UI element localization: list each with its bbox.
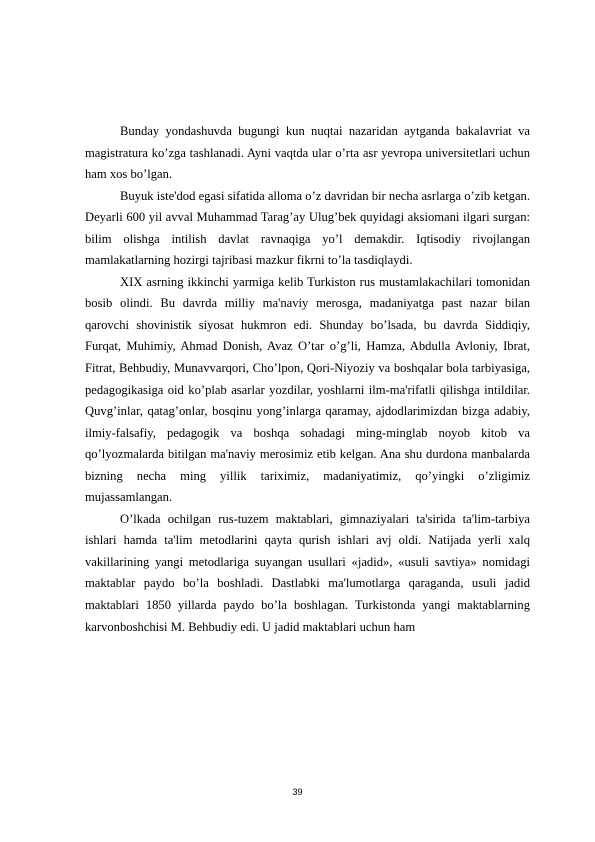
document-body xyxy=(85,121,530,638)
paragraph: Buyuk iste'dod egasi sifatida alloma o’z davridan bir necha asrlarga o’zib ketgan. Deyarli 600 yil avval Muhammad Tarag’ay Ulug’bek quyidagi aksiomani ilgari surgan: bilim olishga intilish davlat ravnaqiga yo’l demakdir. Iqtisodiy rivojlangan mamlakatlarning hozirgi tajribasi mazkur fikrni to’la tasdiqlaydi. xyxy=(85,188,530,268)
paragraph: O’lkada ochilgan rus-tuzem maktablari, gimnaziyalari ta'sirida ta'lim-tarbiya ishlari hamda ta'lim metodlarini qayta qurish ishlari avj oldi. Natijada yerli xalq vakillarining yangi metodlariga suyangan usullari «jadid», «usuli savtiya» nomidagi maktablar paydo bo’la boshladi. Dastlabki ma'lumotlarga qaraganda, usuli jadid maktablari 1850 yillarda paydo bo’la boshlagan. Turkistonda yangi maktablarning karvonboshchisi M. Behbudiy edi. U jadid maktablari uchun ham xyxy=(85,511,530,634)
paragraph: XIX asrning ikkinchi yarmiga kelib Turkiston rus mustamlakachilari tomonidan bosib olindi. Bu davrda milliy ma'naviy merosga, madaniyatga past nazar bilan qarovchi shovinistik siyosat hukmron edi. Shunday bo’lsada, bu davrda Siddiqiy, Furqat, Muhimiy, Ahmad Donish, Avaz O’tar o’g’li, Hamza, Abdulla Avloniy, Ibrat, Fitrat, Behbudiy, Munavvarqori, Cho’lpon, Qori-Niyoziy va boshqalar bola tarbiyasiga, pedagogikasiga oid ko’plab asarlar yozdilar, yoshlarni ilm-ma'rifatli qilishga intildilar. Quvg’inlar, qatag’onlar, bosqinu yong’inlarga qaramay, ajdodlarimizdan bizga adabiy, ilmiy-falsafiy, pedagogik va boshqa sohadagi ming-minglab noyob kitob va qo’lyozmalarda bitilgan ma'naviy merosimiz etib kelgan. Ana shu durdona manbalarda bizning necha ming yillik tariximiz, madaniyatimiz, qo’yingki o’zligimiz mujassamlangan. xyxy=(85,274,530,505)
page-number: 39 xyxy=(292,787,303,797)
paragraph: Bunday yondashuvda bugungi kun nuqtai nazaridan aytganda bakalavriat va magistratura ko’zga tashlanadi. Ayni vaqtda ular o’rta asr yevropa universitetlari uchun ham xos bo’lgan. xyxy=(85,124,530,182)
